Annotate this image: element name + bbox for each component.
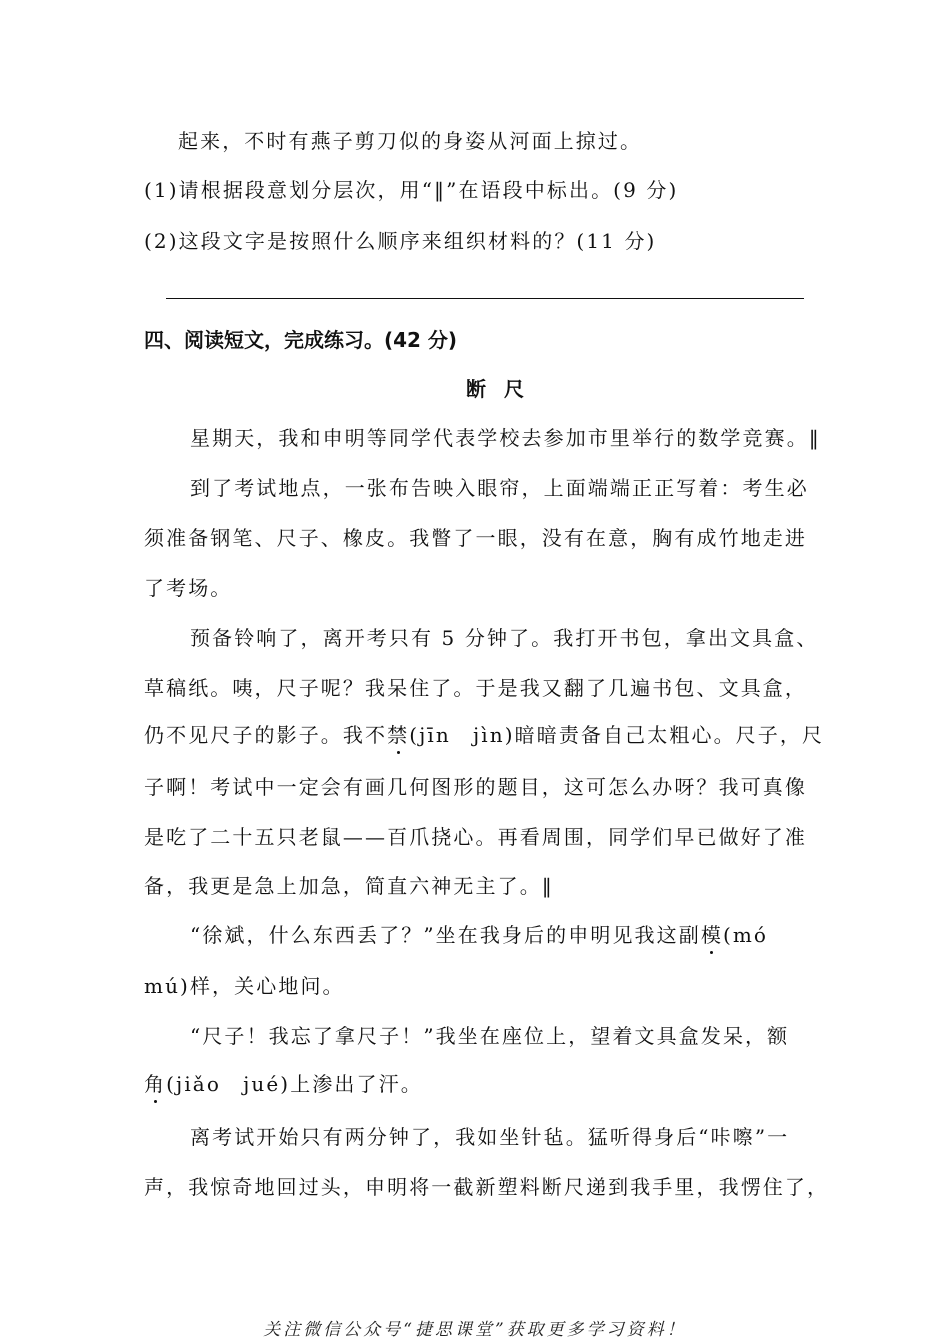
paragraph-3-line-3: 仍不见尺子的影子。我不禁(jīn jìn)暗暗责备自己太粗心。尺子，尺 [144,723,825,747]
paragraph-3-line-1: 预备铃响了，离开考只有 5 分钟了。我打开书包，拿出文具盒、 [190,626,819,650]
article-title: 断尺 [466,377,542,401]
paragraph-1: 星期天，我和申明等同学代表学校去参加市里举行的数学竞赛。‖ [190,426,821,450]
answer-line [166,298,804,299]
paragraph-2-line-2: 须准备钢笔、尺子、橡皮。我瞥了一眼，没有在意，胸有成竹地走进 [144,526,807,550]
paragraph-3-line-6: 备，我更是急上加急，简直六神无主了。‖ [144,874,554,898]
paragraph-3-line-5: 是吃了二十五只老鼠——百爪挠心。再看周围，同学们早已做好了准 [144,825,807,849]
question-2: (2)这段文字是按照什么顺序来组织材料的？(11 分) [144,229,657,253]
section-4-heading: 四、阅读短文，完成练习。(42 分) [144,328,458,352]
passage-fragment-line: 起来，不时有燕子剪刀似的身姿从河面上掠过。 [178,129,643,153]
paragraph-5-line-2: 角(jiǎo jué)上渗出了汗。 [144,1072,423,1096]
question-1: (1)请根据段意划分层次，用“‖”在语段中标出。(9 分) [144,178,679,202]
paragraph-5-line-1: “尺子！我忘了拿尺子！”我坐在座位上，望着文具盒发呆，额 [190,1024,790,1048]
paragraph-3-line-4: 子啊！考试中一定会有画几何图形的题目，这可怎么办呀？我可真像 [144,775,807,799]
paragraph-4-line-1: “徐斌，什么东西丢了？”坐在我身后的申明见我这副模(mó [190,923,769,947]
paragraph-6-line-2: 声，我惊奇地回过头，申明将一截新塑料断尺递到我手里，我愣住了， [144,1175,830,1199]
dotted-character: 角 [144,1072,167,1096]
dotted-character: 模 [700,923,723,947]
dotted-character: 禁 [387,723,410,747]
paragraph-3-line-2: 草稿纸。咦，尺子呢？我呆住了。于是我又翻了几遍书包、文具盒， [144,676,807,700]
paragraph-6-line-1: 离考试开始只有两分钟了，我如坐针毡。猛听得身后“咔嚓”一 [190,1125,790,1149]
paragraph-2-line-3: 了考场。 [144,576,233,600]
footer-note: 关注微信公众号“捷思课堂”获取更多学习资料！ [263,1320,687,1340]
paragraph-2-line-1: 到了考试地点，一张布告映入眼帘，上面端端正正写着：考生必 [190,476,809,500]
paragraph-4-line-2: mú)样，关心地问。 [144,974,345,998]
